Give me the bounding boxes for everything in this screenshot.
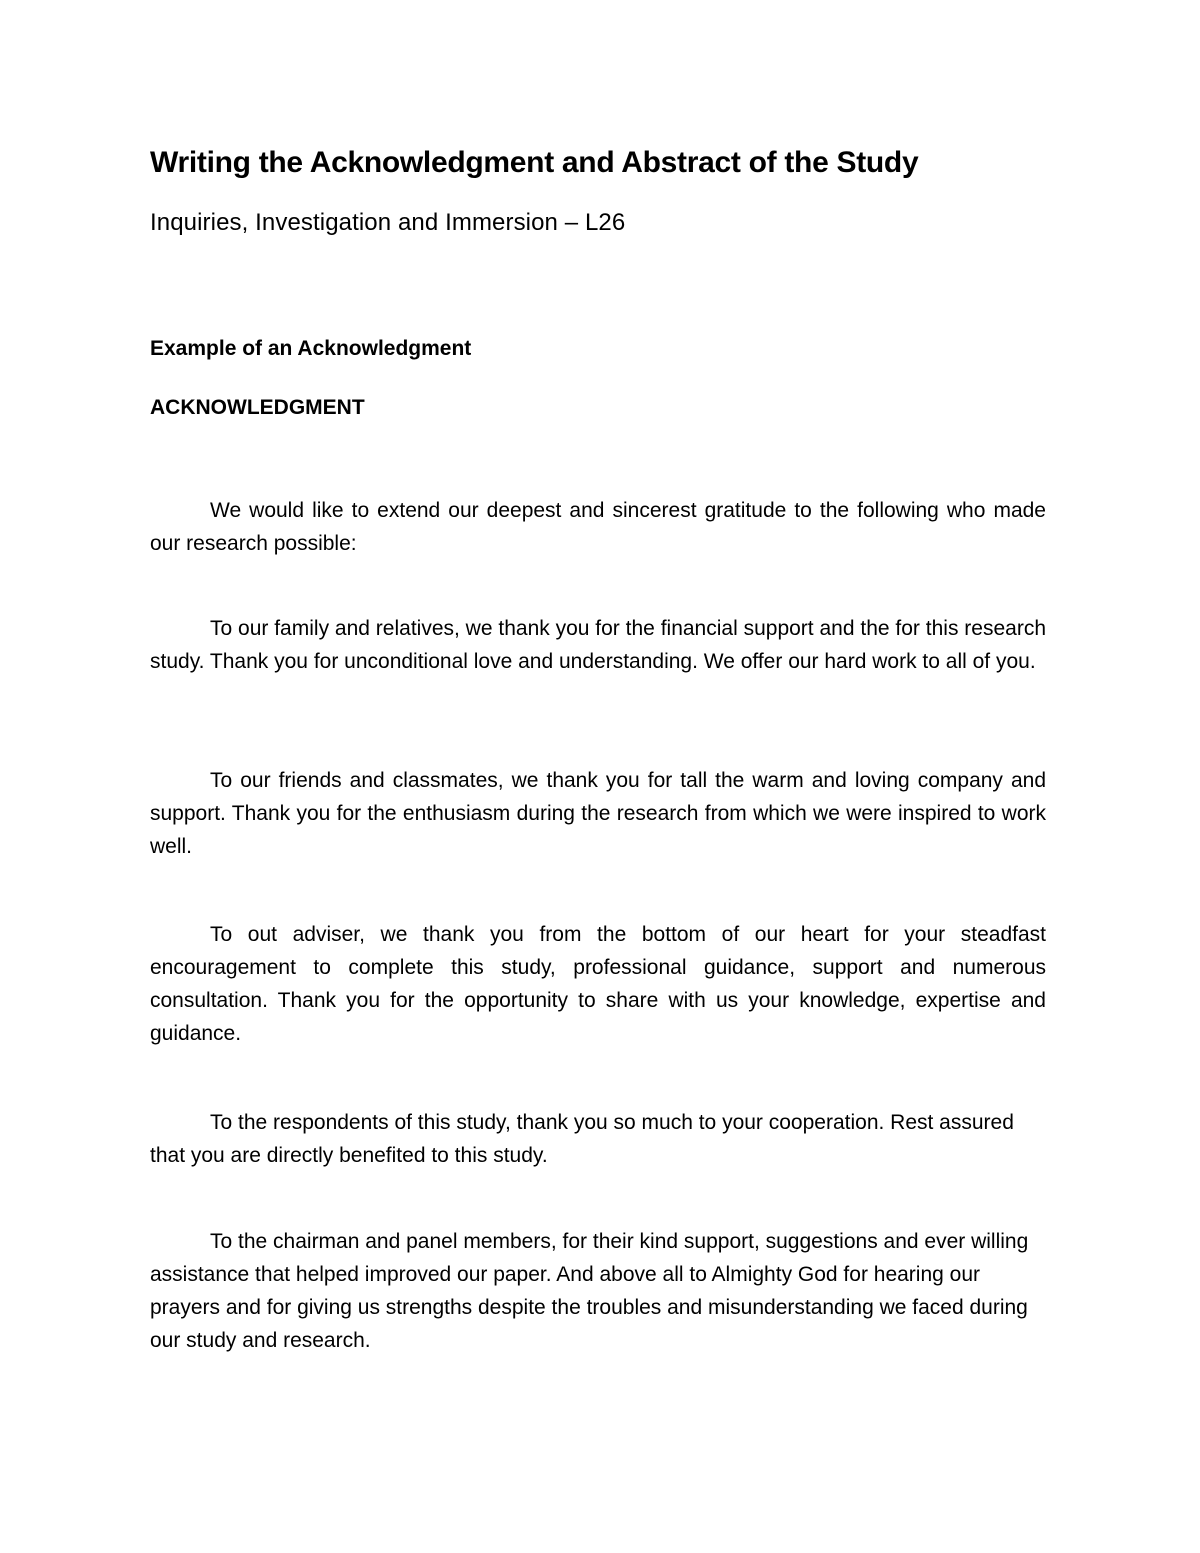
section-heading: ACKNOWLEDGMENT <box>150 396 365 419</box>
paragraph-family: To our family and relatives, we thank you for the financial support and the for this research study. Thank you for unconditional love and understanding. We offer our hard work to all of you. <box>150 617 1046 673</box>
document-title: Writing the Acknowledgment and Abstract of the Study <box>150 146 919 179</box>
paragraph-panel: To the chairman and panel members, for their kind support, suggestions and ever willing assistance that helped improved our paper. And above all to Almighty God for hearing our prayers and for giving us strengths despite the troubles and misunderstanding we faced during our study and research. <box>150 1230 1029 1352</box>
document-subtitle: Inquiries, Investigation and Immersion – L26 <box>150 209 626 236</box>
example-heading: Example of an Acknowledgment <box>150 337 472 360</box>
paragraph-intro: We would like to extend our deepest and sincerest gratitude to the following who made our research possible: <box>150 499 1046 555</box>
paragraph-friends: To our friends and classmates, we thank you for tall the warm and loving company and support. Thank you for the enthusiasm during the research from which we were inspired to work well. <box>150 769 1046 858</box>
paragraph-adviser: To out adviser, we thank you from the bottom of our heart for your steadfast encouragement to complete this study, professional guidance, support and numerous consultation. Thank you for the opportunity to share with us your knowledge, expertise and guidance. <box>150 923 1046 1045</box>
paragraph-respondents: To the respondents of this study, thank you so much to your cooperation. Rest assured that you are directly benefited to this study. <box>150 1111 1014 1167</box>
